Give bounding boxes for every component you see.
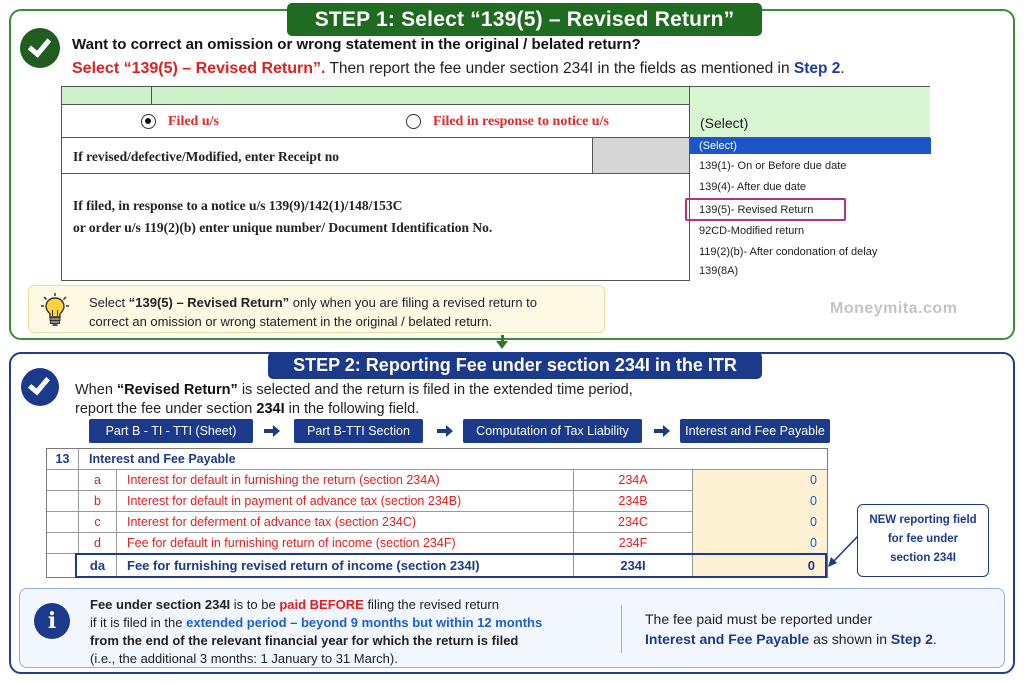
breadcrumb-computation: Computation of Tax Liability — [463, 419, 642, 443]
tip-box — [28, 285, 605, 333]
table-row: d Fee for default in furnishing return of income (section 234F) 234F 0 — [47, 533, 827, 554]
check-icon — [20, 28, 60, 68]
dropdown-option[interactable]: (Select) — [690, 138, 931, 154]
receipt-label: If revised/defective/Modified, enter Receipt no — [73, 149, 340, 164]
breadcrumb-section: Part B-TTI Section — [294, 419, 423, 443]
tip-bold: “139(5) – Revised Return” — [128, 295, 290, 310]
pointer-arrow-icon — [826, 530, 860, 570]
info-icon: i — [34, 603, 70, 639]
radio-filed-notice-label: Filed in response to notice u/s — [433, 114, 609, 129]
info-text: Fee under section 234I is to be paid BEFORE filing the revised return if it is filed in the extended period – beyond 9 months but within 12 months from the end of the relevant financial year for which the return is filed (i.e., the additional 3 months: 1 January to 31 March). — [90, 597, 543, 666]
form-header-bar — [62, 87, 689, 105]
instruction-end: . — [840, 60, 845, 77]
table-row: c Interest for deferment of advance tax (section 234C) 234C 0 — [47, 512, 827, 533]
step2-banner: STEP 2: Reporting Fee under section 234I in the ITR — [268, 352, 762, 379]
arrow-right-icon — [436, 422, 454, 440]
amount-field[interactable]: 0 — [693, 470, 827, 491]
table-section-header: 13 Interest and Fee Payable — [47, 449, 827, 470]
revised-return-highlight — [685, 198, 846, 221]
receipt-input[interactable] — [592, 138, 689, 173]
info-right-text: The fee paid must be reported under Interest and Fee Payable as shown in Step 2. — [645, 611, 937, 647]
radio-filed-us[interactable] — [141, 114, 156, 129]
lightbulb-icon — [41, 292, 69, 328]
watermark: Moneymita.com — [830, 300, 958, 317]
notice-label-line1: If filed, in response to a notice u/s 139(9)/142(1)/148/153C — [73, 198, 403, 213]
breadcrumb-sheet: Part B - TI - TTI (Sheet) — [89, 419, 253, 443]
info-box — [19, 588, 1005, 668]
amount-field[interactable]: 0 — [693, 491, 827, 512]
breadcrumb-interest-fee: Interest and Fee Payable — [680, 419, 830, 443]
dropdown-option[interactable]: 119(2)(b)- After condonation of delay — [699, 246, 878, 258]
arrow-right-icon — [263, 422, 281, 440]
radio-filed-notice[interactable] — [406, 114, 421, 129]
step2-reference: Step 2 — [793, 60, 841, 77]
step1-question: Want to correct an omission or wrong statement in the original / belated return? — [72, 36, 641, 53]
info-divider — [621, 605, 622, 653]
step2-intro: When “Revised Return” is selected and the return is filed in the extended time period, report the fee under section 234I in the following field. — [75, 382, 633, 417]
tip-line2: correct an omission or wrong statement in the original / belated return. — [89, 314, 493, 329]
instruction-text: Then report the fee under section 234I in the fields as mentioned in — [325, 60, 794, 77]
dropdown-option[interactable]: 139(4)- After due date — [699, 181, 807, 193]
table-row: a Interest for default in furnishing the return (section 234A) 234A 0 — [47, 470, 827, 491]
radio-filed-us-label: Filed u/s — [168, 114, 219, 129]
notice-label-line2: or order u/s 119(2)(b) enter unique number/ Document Identification No. — [73, 220, 493, 235]
filing-type-row — [62, 105, 689, 138]
filing-section-select[interactable] — [689, 87, 930, 138]
interest-fee-table — [46, 448, 828, 578]
table-row: b Interest for default in payment of advance tax (section 234B) 234B 0 — [47, 491, 827, 512]
table-row-234i: da Fee for furnishing revised return of income (section 234I) 234I 0 — [75, 553, 827, 578]
return-filing-form — [61, 86, 930, 281]
check-icon — [21, 368, 59, 406]
dropdown-option[interactable]: 139(1)- On or Before due date — [699, 160, 847, 172]
receipt-row — [62, 138, 689, 174]
amount-field[interactable]: 0 — [693, 512, 827, 533]
connector-arrow-icon — [496, 341, 508, 349]
tip-text: Select “139(5) – Revised Return” only when you are filing a revised return to correct an omission or wrong statement in the original / belated return. — [89, 295, 538, 329]
dropdown-option[interactable]: 92CD-Modified return — [699, 225, 805, 237]
dropdown-option-revised-return[interactable]: 139(5)- Revised Return — [699, 204, 814, 216]
step1-instruction — [72, 60, 845, 78]
select-value: (Select) — [700, 115, 749, 131]
fee-234i-field[interactable]: 0 — [693, 555, 825, 576]
arrow-right-icon — [653, 422, 671, 440]
step1-banner: STEP 1: Select “139(5) – Revised Return” — [287, 3, 762, 36]
amount-field[interactable]: 0 — [693, 533, 827, 554]
instruction-highlight: Select “139(5) – Revised Return”. — [72, 60, 326, 77]
new-field-badge: NEW reporting field for fee under section 234I — [857, 504, 989, 577]
dropdown-option[interactable]: 139(8A) — [699, 265, 739, 277]
